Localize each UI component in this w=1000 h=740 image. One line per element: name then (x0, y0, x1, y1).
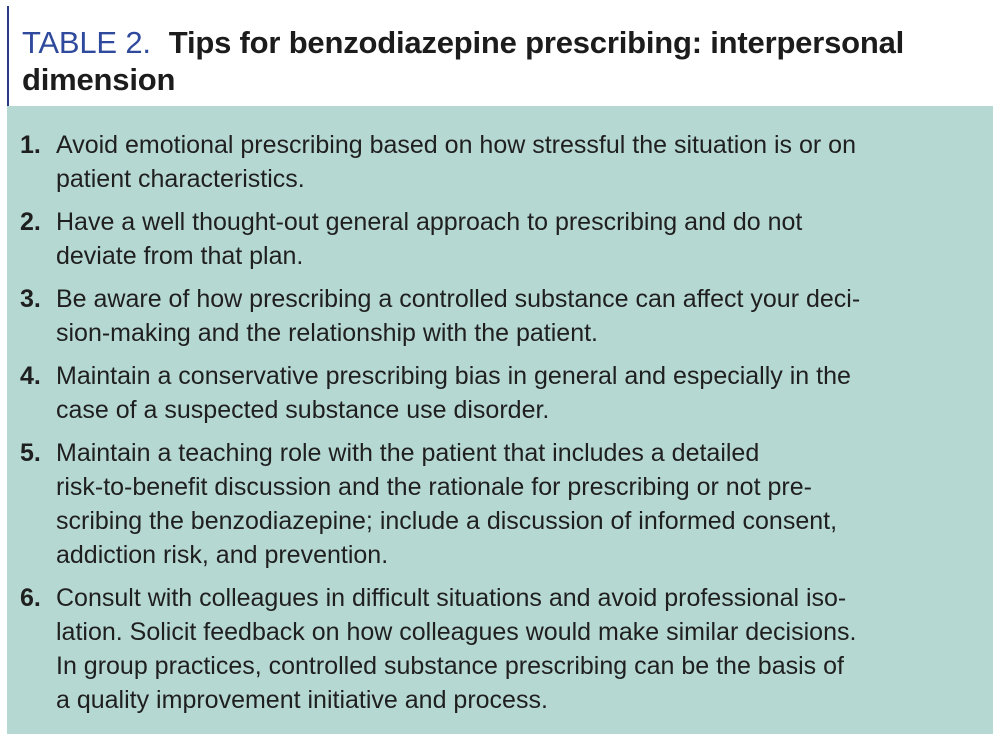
tip-text-line: case of a suspected substance use disorder. (56, 396, 550, 424)
tip-text-line: sion-making and the relationship with the patient. (56, 319, 598, 347)
tip-number: 6. (20, 584, 41, 612)
tip-item (7, 282, 993, 350)
tip-text-line: In group practices, controlled substance prescribing can be the basis of (56, 652, 844, 680)
table-body (7, 106, 993, 734)
tip-text-line: risk-to-benefit discussion and the rationale for prescribing or not pre- (56, 473, 812, 501)
tip-text-line: lation. Solicit feedback on how colleagues would make similar decisions. (56, 618, 857, 646)
tip-number: 5. (20, 439, 41, 467)
tips-list (7, 128, 993, 726)
tip-number: 1. (20, 131, 41, 159)
tip-item (7, 359, 993, 427)
table-title (22, 24, 982, 98)
tip-text-line: Maintain a teaching role with the patient that includes a detailed (56, 439, 760, 467)
tip-text-line: scribing the benzodiazepine; include a discussion of informed consent, (56, 507, 838, 535)
table-label: TABLE 2. (22, 25, 151, 60)
tip-text-line: Maintain a conservative prescribing bias in general and especially in the (56, 362, 851, 390)
table-title-text: Tips for benzodiazepine prescribing: interpersonal dimension (22, 25, 905, 97)
tip-text-line: Be aware of how prescribing a controlled substance can affect your deci- (56, 285, 861, 313)
tip-number: 3. (20, 285, 41, 313)
tip-item (7, 128, 993, 196)
tip-text-line: a quality improvement initiative and process. (56, 686, 548, 714)
tip-text-line: Consult with colleagues in difficult situations and avoid professional iso- (56, 584, 847, 612)
tip-text-line: addiction risk, and prevention. (56, 541, 389, 569)
table-header (7, 6, 993, 106)
tip-text-line: Have a well thought-out general approach to prescribing and do not (56, 208, 803, 236)
tip-item (7, 436, 993, 572)
tip-text-line: patient characteristics. (56, 165, 305, 193)
tip-item (7, 581, 993, 717)
tip-text-line: Avoid emotional prescribing based on how stressful the situation is or on (56, 131, 856, 159)
table-2 (7, 6, 993, 734)
tip-item (7, 205, 993, 273)
tip-text-line: deviate from that plan. (56, 242, 304, 270)
tip-number: 2. (20, 208, 41, 236)
tip-number: 4. (20, 362, 41, 390)
